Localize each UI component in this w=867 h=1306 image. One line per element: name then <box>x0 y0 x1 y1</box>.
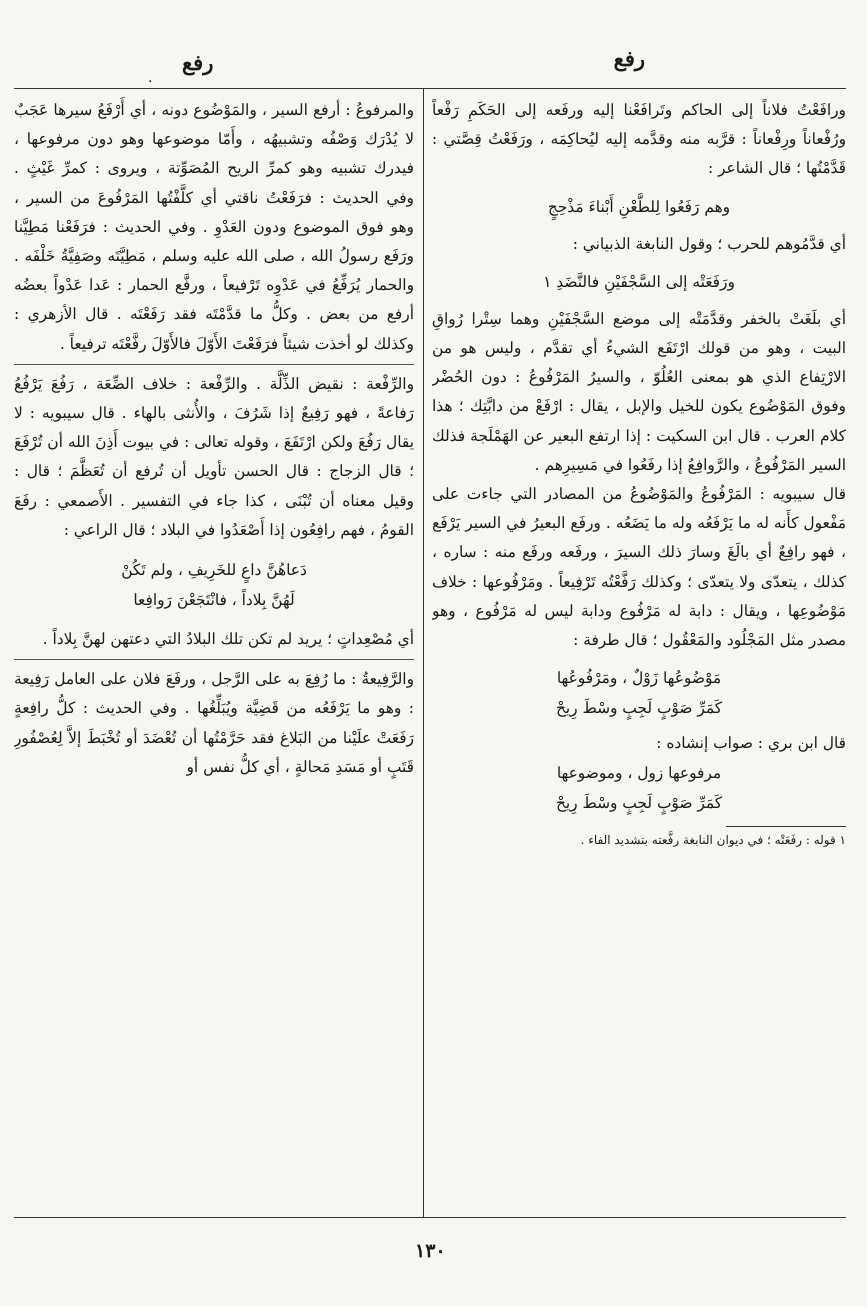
header-keyword-left: رفع <box>182 50 214 75</box>
header-rule <box>14 88 846 89</box>
verse-line: مرفوعها زول ، وموضوعها <box>556 764 722 783</box>
column-divider <box>423 89 424 1217</box>
page-header <box>0 40 867 86</box>
paragraph-separator <box>14 659 414 660</box>
paragraph: ورافَعْتُ فلاناً إلى الحاكم وتَرافَعْنا إليه ورفَعه إلى الحَكَمِ رَفْعاً ورُفْعاناً ورِفْعاناً : قرَّبه منه وقدَّمه إليه ليُحاكِمَه ، ورَفَعْتُ قِصَّتي : قَدَّمْتُها ؛ قال الشاعر : <box>432 101 846 178</box>
paragraph-separator <box>14 364 414 365</box>
paragraph: والمرفوعُ : أرفع السير ، والمَوْضُوع دونه ، أي أَرْفَعُ سيرها عَجَبٌ لا يُدْرَك وَصْفُه وتشبيهُه ، وأَمّا موضوعها وهو دون مرفوعها ، فيدرك تشبيه وهو كمرِّ الريح المُصَوِّتة ، ويروى : كمرِّ غَيْثٍ . وفي الحديث : فرَفَعْتُ ناقتي أي كلَّفْتُها المَرْفُوعَ من السير ، وهو فوق الموضوع ودون العَدْوِ . وفي الحديث : فرَفَعْنا مَطِيَّنا ورَفَع رسولُ الله ، صلى الله عليه وسلم ، مَطِيَّتَه وصَفِيَّةُ خَلْفَه . والحمار يُرَفِّعُ في عَدْوِه تَرْفيعاً ، ورفَّع الحمار : عَدا عَدْواً بعضُه أرفع من بعض . وكلُّ ما قدَّمْتَه فقد رَفَعْتَه . قال الأزهري : وكذلك لو أخذت شيئاً فرَفَعْتَ الأَوّلَ فالأَوّلَ رفَّعْتَه ترفيعاً . <box>14 101 414 353</box>
verse-line: دَعاهُنَّ داعٍ للخَرِيفِ ، ولم تَكُنْ <box>121 561 307 580</box>
verse-line: مَوْضُوعُها زَوْلٌ ، ومَرْفُوعُها <box>556 669 722 688</box>
footer-rule <box>14 1217 846 1218</box>
verse-line: كَمَرِّ صَوْبٍ لَجِبٍ وسْطَ رِيحْ <box>555 699 723 718</box>
paragraph: أي بلَغَتْ بالخفر وقدَّمَتْه إلى موضع السَّجْفَيْنِ وهما سِتْرا رُواقِ البيت ، وهو من قولك ارْتَفَع الشيءُ أي تقدَّم ، وليس هو من الارْتِفاع الذي هو بمعنى العُلُوّ ، والسيرُ المَرْفُوعُ : دون الحُضْر وفوق المَوْضُوع يكون للخيل والإبل ، يقال : ارْفَعْ من دابَّتِك ؛ هذا كلام العرب . قال ابن السكيت : إذا ارتفع البعير عن الهَمْلَجة فذلك السير المَرْفُوعُ ، والرَّوافِعُ إذا رفَعُوا في مَسِيرِهم . <box>432 309 846 474</box>
left-column <box>14 96 414 1211</box>
paragraph: أي قدَّمُوهم للحرب ؛ وقول النابغة الذبياني : <box>572 234 846 253</box>
verse-line: كَمَرِّ صَوْبٍ لَجِبٍ وسْطَ رِيحْ <box>555 794 723 813</box>
verse-line: ورَفَعَتْه إلى السَّجْفَيْنِ فالنَّضَدِ ١ <box>543 272 735 291</box>
page-number: ١٣٠ <box>415 1240 446 1262</box>
paragraph: والرِّفْعة : نقيض الذِّلَّة . والرِّفْعة : خلاف الضِّعَة ، رَفُعَ يَرْفُعُ رَفاعةً ، فهو رَفِيعٌ إذا شَرُفَ ، والأُنثى بالهاء . قال سيبويه : لا يقال رَفُعَ ولكن ارْتَفَعَ ، وقوله تعالى : في بيوت أَذِنَ الله أن تُرْفَعَ ؛ قال الزجاج : قال الحسن تأويل أن تُرفع أن تُعَظَّمَ ؛ قال : وقيل معناه أن تُبْنَى ، كذا جاء في التفسير . الأَصمعي : رفَعَ القومُ ، فهم رافِعُون إذا أَصْعَدُوا في البلاد ؛ قال الراعي : <box>14 374 414 539</box>
paragraph: والرَّفِيعةُ : ما رُفِعَ به على الرَّجل ، ورفَعَ فلان على العامل رَفِيعة : وهو ما يَرْفَعُه من قَضِيَّة ويُبَلِّغُها . وفي الحديث : كلُّ رافِعةٍ رَفَعَتْ علَيْنا من البَلاغ فقد حَرَّمْتُها أن تُعْضَدَ أو تُخْبَطَ إلاَّ لِعُصْفُورِ قَتَبٍ أو مَسَدِ مَحالةٍ ، أي كلُّ نفس أو <box>14 670 414 776</box>
verse-line: وهم رَفَعُوا لِلطَّعْنِ أَبْناءَ مَذْحِجٍ <box>547 197 731 216</box>
header-dot: . <box>148 70 153 86</box>
right-column <box>432 96 846 1211</box>
footnote-rule <box>726 826 846 827</box>
footnote: ١ قوله : رفَعَتْه ؛ في ديوان النابغة رفَّعته بتشديد الفاء . <box>580 833 846 848</box>
header-keyword-right: رفع <box>613 46 645 71</box>
paragraph: أي مُصْعِداتٍ ؛ يريد لم تكن تلك البلادُ التي دعتهن لهنَّ بِلاداً . <box>42 630 414 649</box>
verse-line: لَهُنَّ بِلاداً ، فانْتَجَعْنَ رَوافِعا <box>133 591 295 610</box>
paragraph: قال سيبويه : المَرْفُوعُ والمَوْضُوعُ من المصادر التي جاءت على مَفْعول كأَنه له ما يَرْفَعُه وله ما يَضَعُه . ورفَع البعيرُ في السير يَرْفَع ، فهو رافِعٌ أي بالَغَ وسارَ ذلك السيرَ ، ورفَعه ورفَع منه : ساره ، كذلك ، يتعدّى ولا يتعدّى ؛ وكذلك رَفَّعْتُه تَرْفِيعاً . ومَرْفُوعها : خلاف مَوْضُوعِها ، ويقال : دابة له مَرْفُوع ودابة ليس له مَرْفُوع ، وهو مصدر مثل المَجْلُود والمَعْقُول ؛ قال طرفة : <box>432 485 846 650</box>
paragraph: قال ابن بري : صواب إنشاده : <box>656 734 846 753</box>
